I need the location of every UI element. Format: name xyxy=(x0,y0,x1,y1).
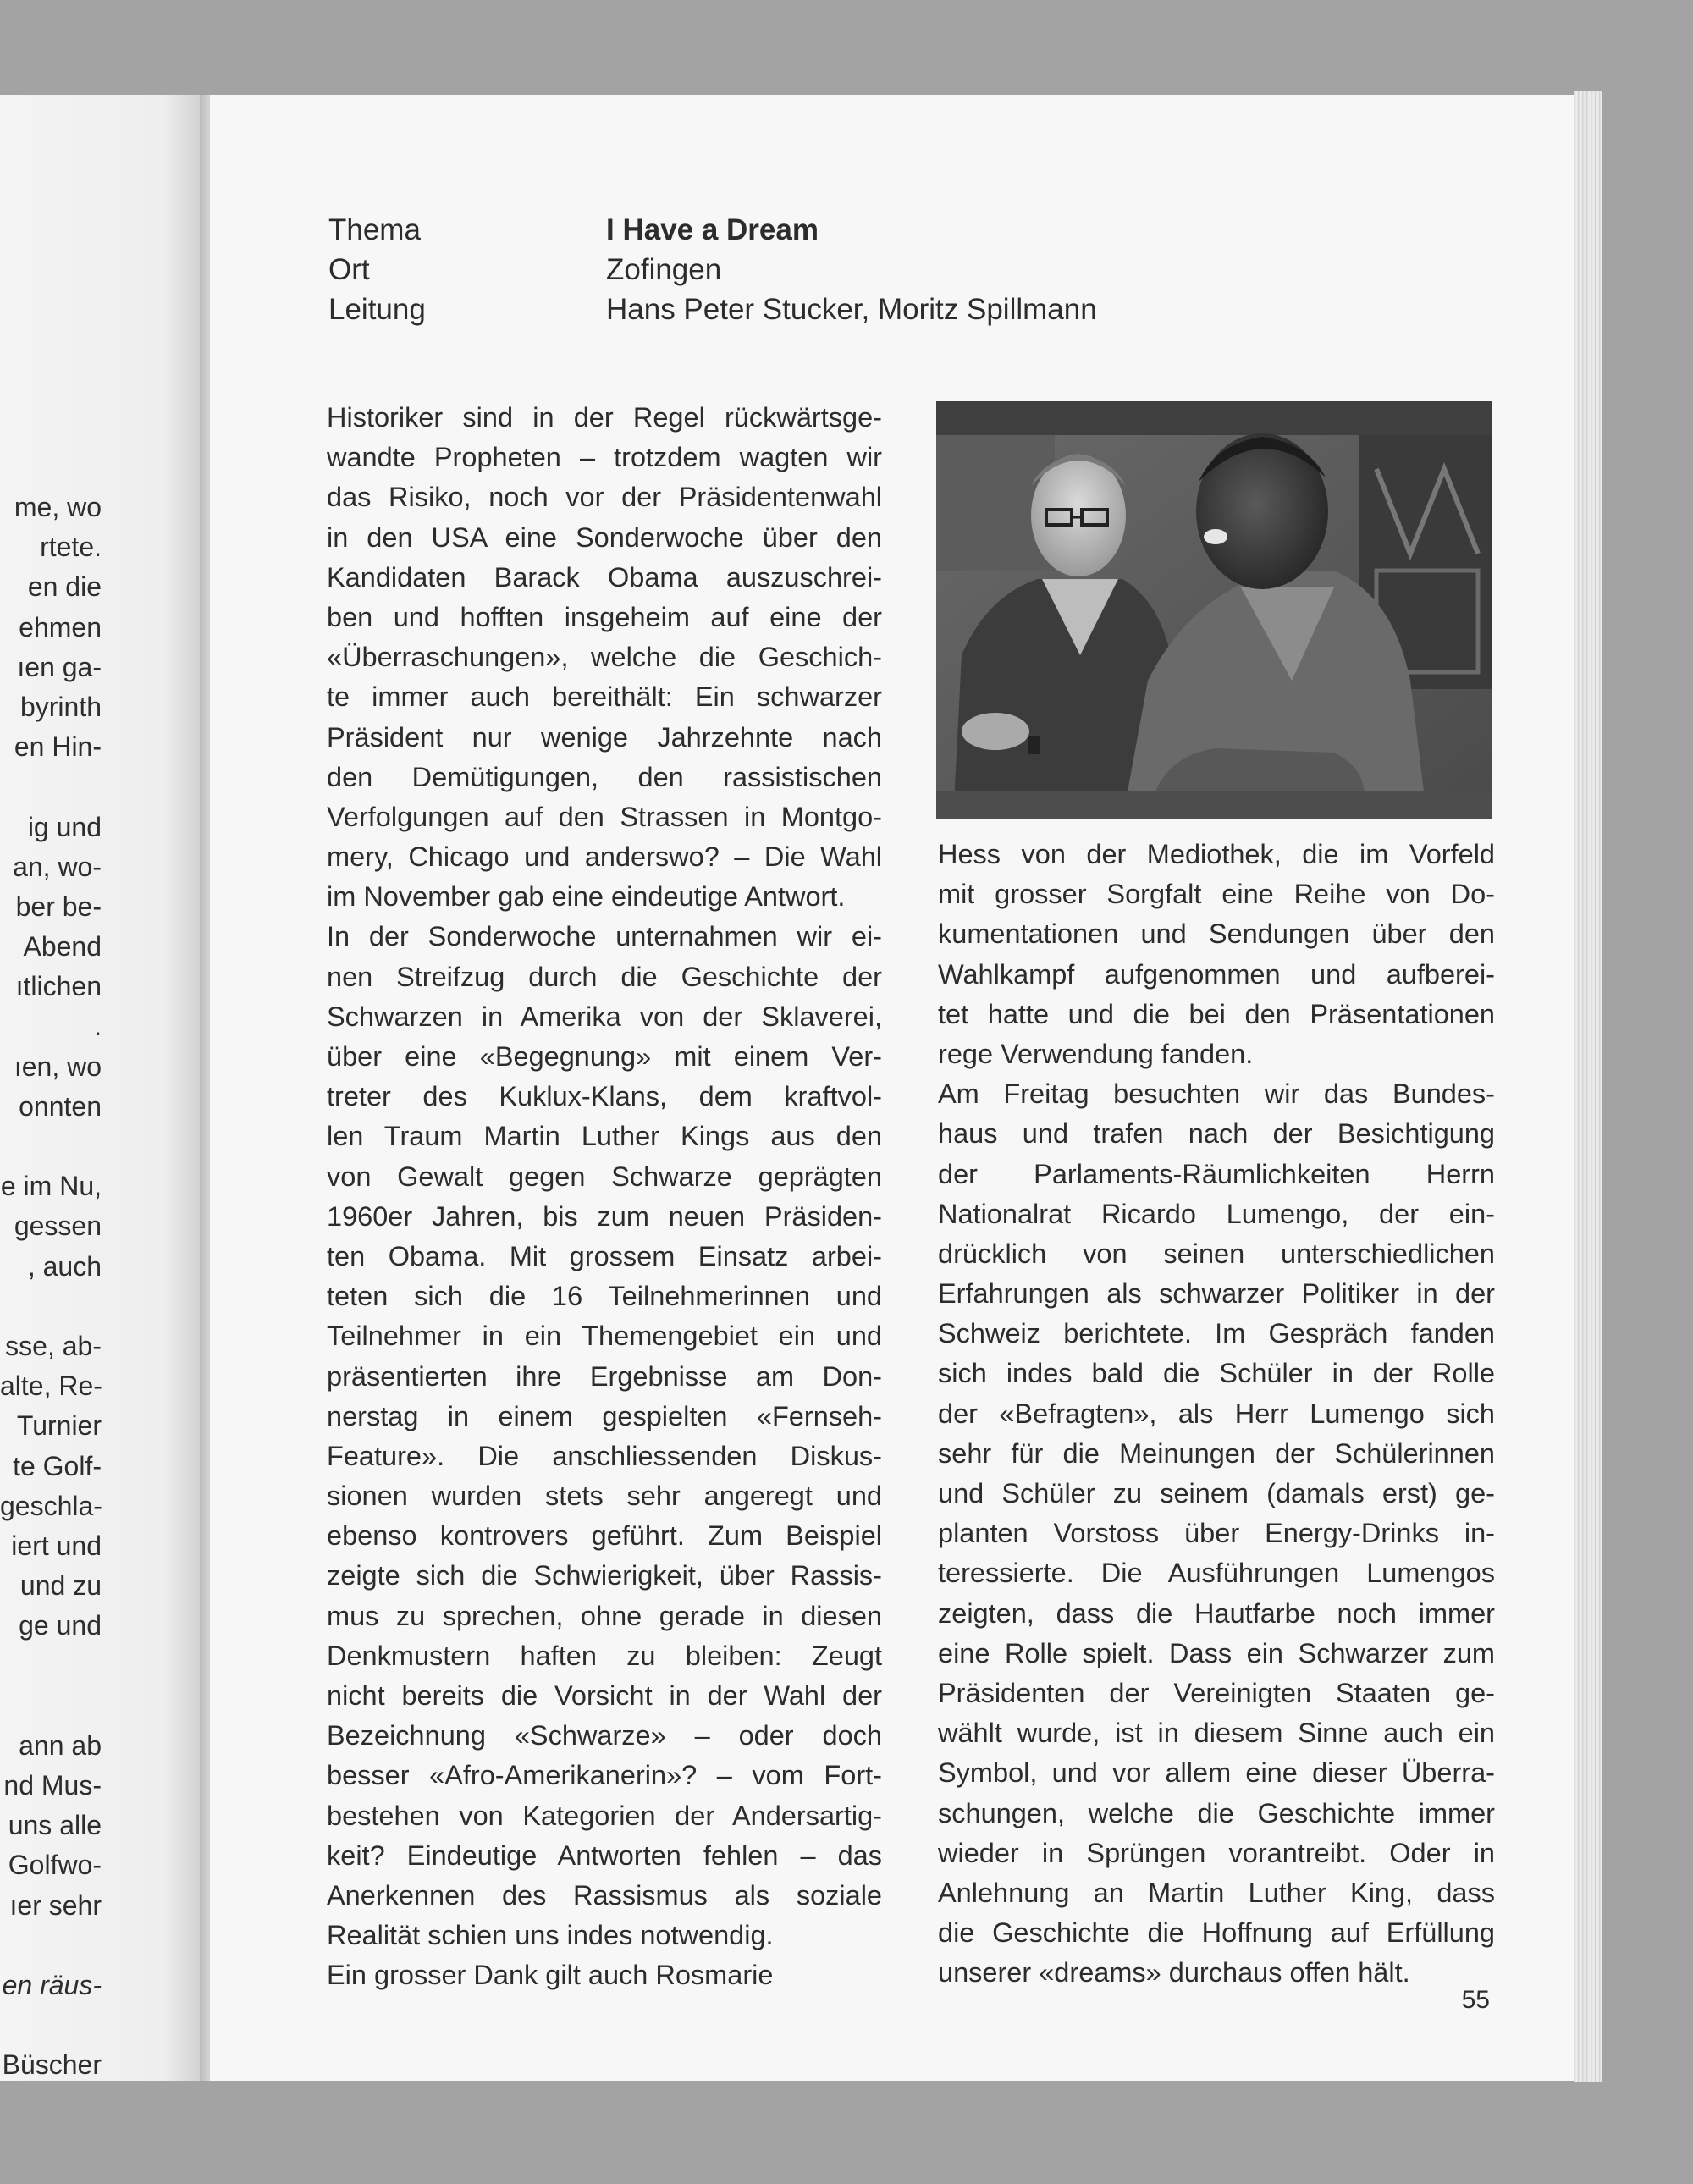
text-line: Symbol, und vor allem eine dieser Überra- xyxy=(938,1757,1495,1789)
left-page-fragment: e im Nu, xyxy=(0,1171,102,1202)
text-line: und Schüler zu seinem (damals erst) ge- xyxy=(938,1478,1495,1508)
text-line: len Traum Martin Luther Kings aus den xyxy=(327,1121,882,1152)
text-line: von Gewalt gegen Schwarze geprägten xyxy=(327,1161,882,1192)
left-page-fragment: sse, ab- xyxy=(5,1330,102,1361)
left-page-fragment: ge und xyxy=(19,1610,102,1641)
text-line: nicht bereits die Vorsicht in der Wahl der xyxy=(327,1680,882,1711)
left-page-fragment xyxy=(0,1926,205,1966)
text-line: In der Sonderwoche unternahmen wir ei- xyxy=(327,921,882,952)
text-line: ten Obama. Mit grossem Einsatz arbei- xyxy=(327,1240,882,1271)
text-line: ben und hofften insgeheim auf eine der xyxy=(327,601,882,632)
text-line: Hess von der Mediothek, die im Vorfeld xyxy=(938,839,1495,869)
text-line: Anerkennen des Rassismus als soziale xyxy=(327,1879,882,1911)
left-page-fragment: iert und xyxy=(11,1530,102,1561)
left-page-fragment: Turnier xyxy=(16,1410,102,1442)
text-line: das Risiko, noch vor der Präsidentenwahl xyxy=(327,482,882,513)
left-page-fragment: ann ab xyxy=(19,1729,102,1761)
left-page-fragment: , auch xyxy=(27,1250,102,1282)
article-title: I Have a Dream xyxy=(606,213,819,246)
text-line: 1960er Jahren, bis zum neuen Präsiden- xyxy=(327,1200,882,1232)
text-line: wandte Propheten – trotzdem wagten wir xyxy=(327,442,882,473)
text-line: wieder in Sprüngen vorantreibt. Oder in xyxy=(938,1837,1495,1868)
text-line: sionen wurden stets sehr angeregt und xyxy=(327,1481,882,1512)
article-photo xyxy=(936,401,1492,819)
article-header xyxy=(328,210,1097,329)
text-line: Schweiz berichtete. Im Gespräch fanden xyxy=(938,1318,1495,1349)
text-line: Am Freitag besuchten wir das Bundes- xyxy=(938,1078,1495,1110)
text-line: Verfolgungen auf den Strassen in Montgo- xyxy=(327,801,882,832)
text-line: wählt wurde, ist in diesem Sinne auch ein xyxy=(938,1718,1495,1749)
text-line: Realität schien uns indes notwendig. xyxy=(327,1920,774,1951)
left-page-fragment xyxy=(0,1686,205,1726)
left-page-fragment: en räus- xyxy=(2,1969,102,2000)
left-page-fragment xyxy=(0,1646,205,1685)
text-line: Feature». Die anschliessenden Diskus- xyxy=(327,1440,882,1471)
left-page-fragment: alte, Re- xyxy=(0,1371,102,1402)
text-line: die Geschichte die Hoffnung auf Erfüllung xyxy=(938,1917,1495,1949)
article-column-left xyxy=(327,398,882,1996)
text-line: treter des Kuklux-Klans, dem kraftvol- xyxy=(327,1081,882,1112)
text-line: Kandidaten Barack Obama auszuschrei- xyxy=(327,561,882,593)
text-line: mit grosser Sorgfalt eine Reihe von Do- xyxy=(938,879,1495,910)
left-page-fragment: Abend xyxy=(23,931,102,962)
left-page-fragment: geschla- xyxy=(0,1490,102,1521)
text-line: zeigte sich die Schwierigkeit, über Rassis- xyxy=(327,1560,882,1591)
text-line: im November gab eine eindeutige Antwort. xyxy=(327,881,846,913)
left-page-fragment: ehmen xyxy=(19,611,102,643)
left-page-fragment: ıen, wo xyxy=(14,1051,102,1082)
left-page-fragment: Golfwo- xyxy=(8,1850,102,1881)
text-line: Nationalrat Ricardo Lumengo, der ein- xyxy=(938,1198,1495,1229)
text-line: planten Vorstoss über Energy-Drinks in- xyxy=(938,1518,1495,1549)
header-row-leitung xyxy=(328,290,1097,329)
text-line: der Parlaments-Räumlichkeiten Herrn xyxy=(938,1158,1495,1189)
text-line: Präsident nur wenige Jahrzehnte nach xyxy=(327,721,882,753)
left-page-fragment: an, wo- xyxy=(13,851,102,882)
text-line: drücklich von seinen unterschiedlichen xyxy=(938,1238,1495,1269)
left-page-fragment xyxy=(0,1287,205,1326)
text-line: mery, Chicago und anderswo? – Die Wahl xyxy=(327,841,882,873)
text-line: Teilnehmer in ein Themengebiet ein und xyxy=(327,1321,882,1352)
text-line: zeigten, dass die Hautfarbe noch immer xyxy=(938,1597,1495,1629)
text-line: haus und trafen nach der Besichtigung xyxy=(938,1118,1495,1150)
text-line: eine Rolle spielt. Dass ein Schwarzer zum xyxy=(938,1637,1495,1668)
text-line: nerstag in einem gespielten «Fernseh- xyxy=(327,1400,882,1431)
left-page-fragment: en Hin- xyxy=(14,731,102,763)
text-line: kumentationen und Sendungen über den xyxy=(938,918,1495,950)
left-page-fragment: en die xyxy=(27,571,102,603)
text-line: ebenso kontrovers geführt. Zum Beispiel xyxy=(327,1520,882,1552)
left-page-fragment: me, wo xyxy=(14,492,102,522)
left-page-fragment xyxy=(0,1127,205,1166)
text-line: den Demütigungen, den rassistischen xyxy=(327,761,882,792)
text-line: te immer auch bereithält: Ein schwarzer xyxy=(327,681,882,713)
text-line: in den USA eine Sonderwoche über den xyxy=(327,521,882,553)
text-line: unserer «dreams» durchaus offen hält. xyxy=(938,1957,1410,1988)
left-page-fragment: te Golf- xyxy=(13,1450,102,1481)
text-line: «Überraschungen», welche die Geschich- xyxy=(327,642,882,673)
text-line: Schwarzen in Amerika von der Sklaverei, xyxy=(327,1001,882,1032)
text-line: Historiker sind in der Regel rückwärtsge- xyxy=(327,402,882,433)
left-page-fragment: ıer sehr xyxy=(9,1889,102,1921)
left-page-fragment: rtete. xyxy=(40,532,102,563)
left-page-fragment xyxy=(0,767,205,807)
left-page-fragment: ıen ga- xyxy=(17,651,102,682)
left-page-fragment: ıtlichen xyxy=(15,971,102,1002)
text-line: sich indes bald die Schüler in der Rolle xyxy=(938,1358,1495,1389)
header-row-ort xyxy=(328,250,1097,290)
article-column-right xyxy=(938,835,1495,1993)
left-page-fragment: ig und xyxy=(27,811,102,842)
left-page-text-fragments xyxy=(0,488,205,2081)
left-facing-page xyxy=(0,95,205,2081)
photo-illustration xyxy=(936,401,1492,819)
left-page-fragment xyxy=(0,2005,205,2045)
left-page-fragment: nd Mus- xyxy=(3,1770,102,1801)
text-line: bestehen von Kategorien der Andersartig- xyxy=(327,1800,882,1831)
left-page-fragment: uns alle xyxy=(8,1810,102,1841)
text-line: Präsidenten der Vereinigten Staaten ge- xyxy=(938,1677,1495,1708)
text-line: keit? Eindeutige Antworten fehlen – das xyxy=(327,1839,882,1871)
text-line: schungen, welche die Geschichte immer xyxy=(938,1797,1495,1828)
left-page-fragment: onnten xyxy=(19,1090,102,1122)
left-page-fragment: ber be- xyxy=(15,891,102,922)
text-line: sehr für die Meinungen der Schülerinnen xyxy=(938,1437,1495,1469)
header-label: Ort xyxy=(328,253,370,286)
text-line: rege Verwendung fanden. xyxy=(938,1038,1254,1069)
header-label: Thema xyxy=(328,213,421,246)
text-line: Denkmustern haften zu bleiben: Zeugt xyxy=(327,1640,882,1671)
text-line: Wahlkampf aufgenommen und aufberei- xyxy=(938,958,1495,990)
leaders-value: Hans Peter Stucker, Moritz Spillmann xyxy=(606,293,1097,326)
text-line: teressierte. Die Ausführungen Lumengos xyxy=(938,1558,1495,1589)
page-number: 55 xyxy=(1461,1986,1490,2014)
text-line: der «Befragten», als Herr Lumengo sich xyxy=(938,1398,1495,1429)
left-page-fragment: Büscher xyxy=(2,2049,102,2081)
header-label: Leitung xyxy=(328,293,426,326)
text-line: über eine «Begegnung» mit einem Ver- xyxy=(327,1041,882,1072)
text-line: Ein grosser Dank gilt auch Rosmarie xyxy=(327,1960,774,1991)
text-line: nen Streifzug durch die Geschichte der xyxy=(327,961,882,992)
left-page-fragment: byrinth xyxy=(19,691,102,722)
text-line: präsentierten ihre Ergebnisse am Don- xyxy=(327,1360,882,1392)
page-edge xyxy=(1574,91,1602,2082)
left-page-fragment: gessen xyxy=(14,1211,102,1242)
left-page-fragment: und zu xyxy=(19,1570,102,1602)
text-line: Anlehnung an Martin Luther King, dass xyxy=(938,1877,1495,1908)
text-line: tet hatte und die bei den Präsentationen xyxy=(938,998,1495,1029)
text-line: Erfahrungen als schwarzer Politiker in der xyxy=(938,1278,1495,1310)
header-row-thema xyxy=(328,210,1097,250)
text-line: mus zu sprechen, ohne gerade in diesen xyxy=(327,1600,882,1631)
text-line: Bezeichnung «Schwarze» – oder doch xyxy=(327,1720,882,1751)
text-line: besser «Afro-Amerikanerin»? – vom Fort- xyxy=(327,1760,882,1791)
left-page-fragment: . xyxy=(94,1011,102,1042)
location-value: Zofingen xyxy=(606,253,722,286)
text-line: teten sich die 16 Teilnehmerinnen und xyxy=(327,1281,882,1312)
